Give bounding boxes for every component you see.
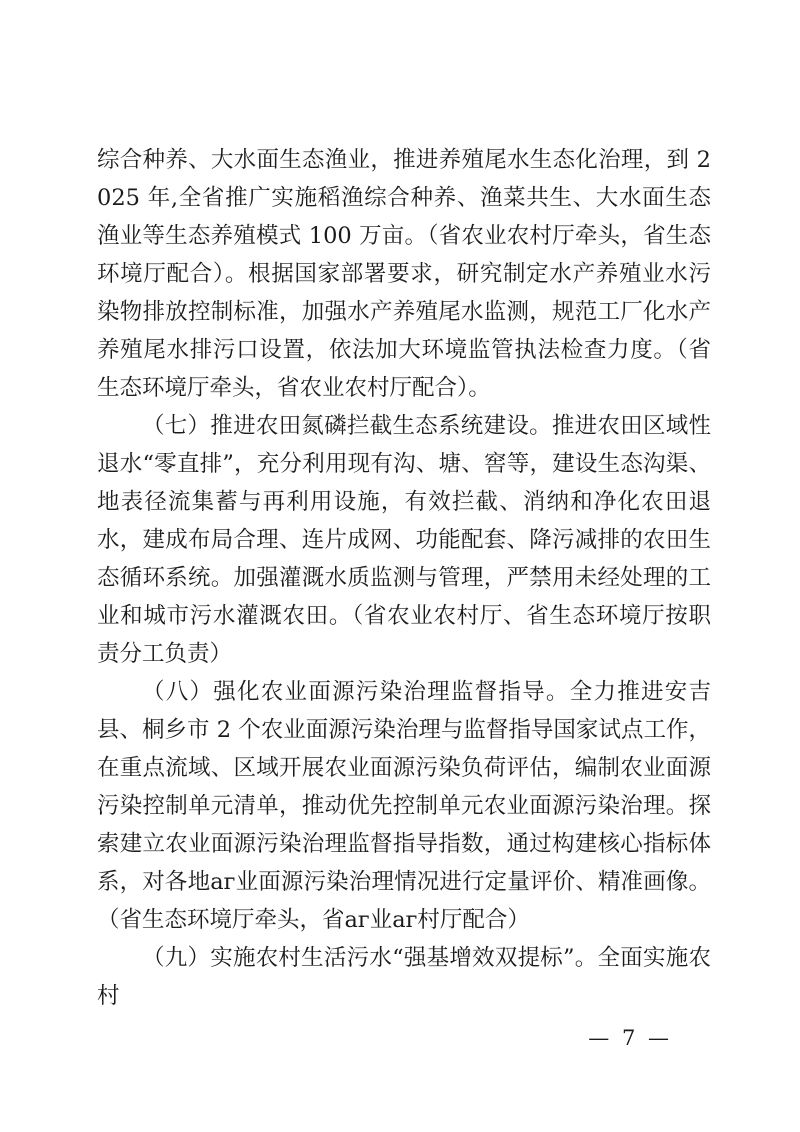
page-number: — 7 — xyxy=(588,1026,672,1050)
paragraph-item-nine-rural-sewage: （九）实施农村生活污水“强基增效双提标”。全面实施农村 xyxy=(97,945,711,1009)
document-body xyxy=(97,141,711,1015)
paragraph-item-eight-nonpoint-pollution-supervision: （八）强化农业面源污染治理监督指导。全力推进安吉县、桐乡市 2 个农业面源污染治理与监督指导国家试点工作，在重点流域、区域开展农业面源污染负荷评估，编制农业面源污染控制单元清单，推动优先控制单元农业面源污染治理。探索建立农业面源污染治理监督指导指数，通过构建核心指标体系，对各地аг业面源污染治理情况进行定量评价、精准画像。（省生态环境厅牵头，省аг业аг村厅配合） xyxy=(97,679,711,933)
paragraph-aquaculture-continuation: 综合种养、大水面生态渔业，推进养殖尾水生态化治理，到 2025 年,全省推广实施稻渔综合种养、渔菜共生、大水面生态渔业等生态养殖模式 100 万亩。（省农业农村厅牵头，省生态环境厅配合）。根据国家部署要求，研究制定水产养殖业水污染物排放控制标准，加强水产养殖尾水监测，规范工厂化水产养殖尾水排污口设置，依法加大环境监管执法检查力度。（省生态环境厅牵头，省农业农村厅配合）。 xyxy=(97,147,711,401)
paragraph-item-seven-farmland-interception: （七）推进农田氮磷拦截生态系统建设。推进农田区域性退水“零直排”，充分利用现有沟、塘、窖等，建设生态沟渠、地表径流集蓄与再利用设施，有效拦截、消纳和净化农田退水，建成布局合理、连片成网、功能配套、降污减排的农田生态循环系统。加强灌溉水质监测与管理，严禁用未经处理的工业和城市污水灌溉农田。（省农业农村厅、省生态环境厅按职责分工负责） xyxy=(97,413,711,667)
